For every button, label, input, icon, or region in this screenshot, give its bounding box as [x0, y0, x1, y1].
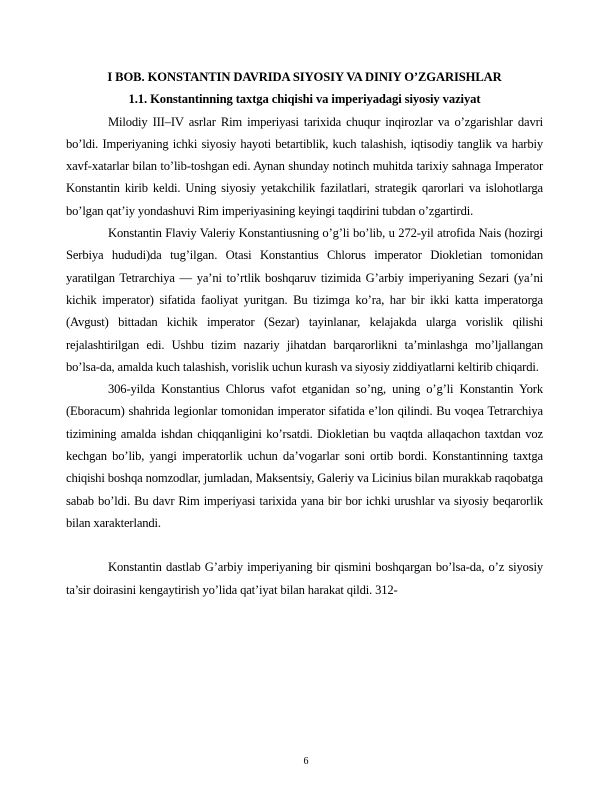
page-number: 6 [303, 756, 309, 767]
paragraph-2: Konstantin Flaviy Valeriy Konstantiusning o’g’li bo’lib, u 272-yil atrofida Nais (hozirgi Serbiya hududi)da tug’ilgan. Otasi Konstantius Chlorus imperator Diokletian tomonidan yaratilgan Tetrarchiya — ya’ni to’rtlik boshqaruv tizimida G’arbiy imperiyaning Sezari (ya’ni kichik imperator) sifatida faoliyat yuritgan. Bu tizimga ko’ra, har bir ikki katta imperatorga (Avgust) bittadan kichik imperator (Sezar) tayinlanar, kelajakda ularga vorislik qilishi rejalashtirilgan edi. Ushbu tizim nazariy jihatdan barqarorlikni ta’minlashga mo’ljallangan bo’lsa-da, amalda kuch talashish, vorislik uchun kurash va siyosiy ziddiyatlarni keltirib chiqardi. [66, 226, 543, 374]
section-title: 1.1. Konstantinning taxtga chiqishi va imperiyadagi siyosiy vaziyat [128, 92, 481, 107]
paragraph-1: Milodiy III–IV asrlar Rim imperiyasi tarixida chuqur inqirozlar va o’zgarishlar davri bo’ldi. Imperiyaning ichki siyosiy hayoti betartiblik, kuch talashish, iqtisodiy tanglik va harbiy xavf-xatarlar bilan to’lib-toshgan edi. Aynan shunday notinch muhitda tarixiy sahnaga Imperator Konstantin kirib keldi. Uning siyosiy yetakchilik fazilatlari, strategik qarorlari va islohotlarga bo’lgan qat’iy yondashuvi Rim imperiyasining keyingi taqdirini tubdan o’zgartirdi. [66, 114, 543, 218]
chapter-title: I BOB. KONSTANTIN DAVRIDA SIYOSIY VA DINIY O’ZGARISHLAR [107, 70, 502, 84]
paragraph-3: 306-yilda Konstantius Chlorus vafot etganidan so’ng, uning o’g’li Konstantin York (Eboracum) shahrida legionlar tomonidan imperator sifatida e’lon qilindi. Bu voqea Tetrarchiya tizimining amalda ishdan chiqqanligini ko’rsatdi. Diokletian bu vaqtda allaqachon taxtdan voz kechgan bo’lib, yangi imperatorlik uchun da’vogarlar soni ortib bordi. Konstantinning taxtga chiqishi boshqa nomzodlar, jumladan, Maksentsiy, Galeriy va Licinius bilan murakkab raqobatga sabab bo’ldi. Bu davr Rim imperiyasi tarixida yana bir bor ichki urushlar va siyosiy beqarorlik bilan xarakterlandi. [66, 382, 543, 530]
document-page [66, 66, 543, 601]
paragraph-4: Konstantin dastlab G’arbiy imperiyaning bir qismini boshqargan bo’lsa-da, o’z siyosiy ta’sir doirasini kengaytirish yo’lida qat’iyat bilan harakat qildi. 312- [66, 560, 543, 597]
